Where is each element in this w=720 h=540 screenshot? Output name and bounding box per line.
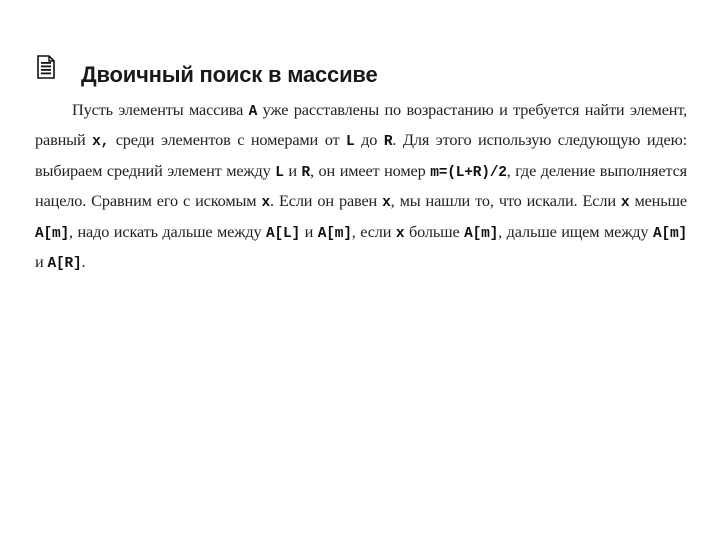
inline-code: L [346,134,355,151]
text-run: и [300,221,318,241]
inline-code: x [382,195,391,212]
inline-code: A[m] [317,225,352,242]
text-run: , где деление выполняется нацело. Сравним его с искомым [35,160,687,211]
text-run: , надо искать дальше между [69,221,267,241]
text-run: до [354,130,384,150]
text-run: уже расставлены по возрастанию и требуется найти элемент, равный [35,100,687,150]
text-run: Пусть элементы массива [72,100,249,119]
inline-code: R [301,164,311,181]
text-run: , мы нашли то, что искали. Если [390,191,621,211]
body-paragraph [35,96,687,278]
inline-code: A[R] [47,256,82,273]
inline-code: A[m] [464,225,499,242]
inline-code: A[L] [266,225,301,242]
text-run: , дальше ищем между [498,221,653,241]
page-title: Двоичный поиск в массиве [81,62,378,87]
text-run: и [283,160,302,180]
text-run: . [81,252,86,272]
inline-code: m=(L+R)/2 [430,164,507,181]
inline-code: L [275,164,284,181]
text-run: больше [404,221,465,241]
inline-code: A[m] [652,225,687,242]
text-run: и [35,252,48,272]
text-run: . Для этого использую следующую идею: выбираем средний элемент между [35,130,687,180]
inline-code: A [248,104,258,120]
inline-code: x, [92,134,110,151]
inline-code: x [395,225,405,242]
inline-code: x [620,195,630,212]
text-run: , он имеет номер [310,160,431,180]
inline-code: R [383,134,393,151]
text-run: . Если он равен [270,191,383,211]
text-run: среди элементов с номерами от [109,130,347,150]
document-icon [37,55,55,79]
text-run: , если [351,221,396,241]
inline-code: x [261,195,270,212]
text-run: меньше [629,191,687,211]
inline-code: A[m] [35,225,70,242]
